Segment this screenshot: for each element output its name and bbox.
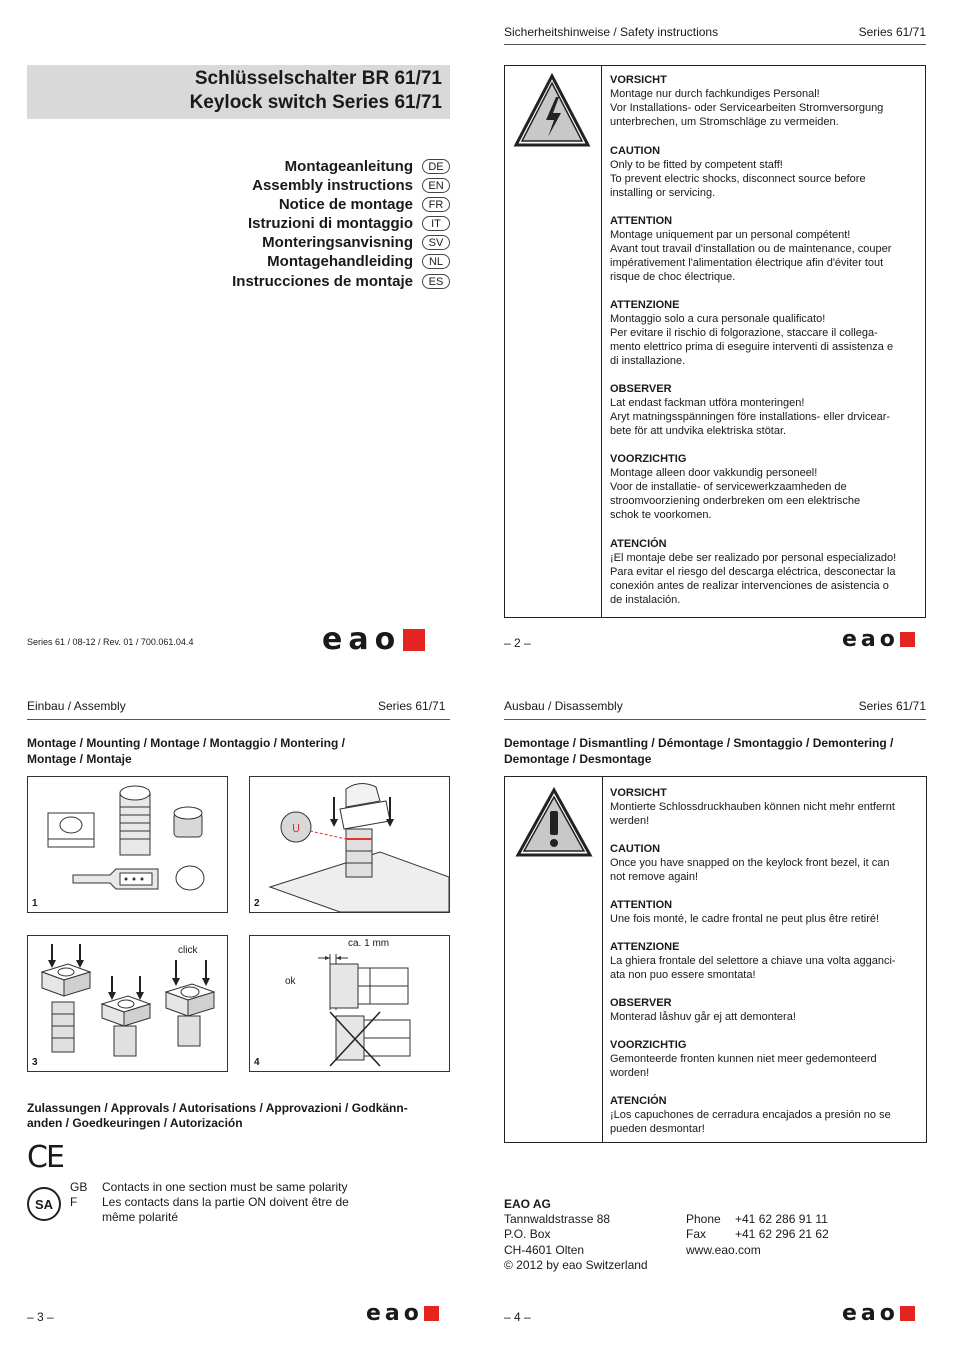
eao-logo: eao [322, 622, 425, 657]
p3-page-number: – 3 – [27, 1310, 54, 1324]
lang-badge: DE [422, 159, 450, 174]
address-line-2: P.O. Box [504, 1227, 551, 1241]
warning-text-line: ata non puo essere smontata! [610, 969, 756, 981]
lang-row-fr[interactable]: Notice de montage FR [279, 195, 450, 214]
warning-heading: CAUTION [610, 145, 661, 157]
warning-text-line: Avant tout travail d'installation ou de maintenance, couper [610, 243, 892, 255]
logo-square-icon [900, 1306, 915, 1321]
warning-text-line: de instalación. [610, 594, 681, 606]
ok-label: ok [285, 976, 296, 987]
doc-reference: Series 61 / 08-12 / Rev. 01 / 700.061.04.4 [27, 637, 194, 647]
warning-text-line: Only to be fitted by competent staff! [610, 159, 783, 171]
warning-heading: OBSERVER [610, 383, 672, 395]
address-line-1: Tannwaldstrasse 88 [504, 1212, 611, 1226]
p4-header-right: Series 61/71 [858, 699, 926, 713]
figure-number: 3 [32, 1057, 38, 1068]
warning-heading: ATTENZIONE [610, 299, 680, 311]
warning-heading: ATENCIÓN [610, 1095, 667, 1107]
p3-heading-2: Montage / Montaje [27, 752, 132, 766]
warning-block [610, 940, 896, 982]
warning-block [610, 382, 890, 438]
warning-text-line: Aryt matningsspänningen före installations- eller drvicear- [610, 411, 891, 423]
warning-text-line: pueden desmontar! [610, 1123, 705, 1135]
eao-logo: eao [366, 1301, 439, 1326]
warning-text-line: ¡Los capuchones de cerradura encajados a presión no se [610, 1109, 891, 1121]
warning-heading: VORSICHT [610, 74, 667, 86]
p3-heading-1: Montage / Mounting / Montage / Montaggio / Montering / [27, 736, 345, 750]
warning-block [610, 898, 879, 926]
p2-header-left: Sicherheitshinweise / Safety instructions [504, 25, 719, 39]
p3-header-rule [27, 719, 450, 720]
warning-text-line: Monterad låshuv går ej att demontera! [610, 1011, 796, 1023]
fax-label: Fax [686, 1227, 707, 1241]
warning-text-line: Montage uniquement par un personal compétent! [610, 229, 851, 241]
approvals-heading-2: anden / Goedkeuringen / Autorización [27, 1116, 243, 1130]
phone-number: +41 62 286 91 11 [735, 1212, 828, 1226]
logo-square-icon [424, 1306, 439, 1321]
p2-header-rule [504, 44, 926, 45]
p2-header-right: Series 61/71 [858, 25, 926, 39]
warning-heading: CAUTION [610, 843, 661, 855]
company-name: EAO AG [504, 1197, 551, 1211]
f-text-2: même polarité [102, 1210, 179, 1224]
click-label: click [178, 945, 198, 956]
csa-mark-icon: SA [27, 1187, 61, 1221]
lang-row-sv[interactable]: Monteringsanvisning SV [262, 233, 450, 252]
figure-number: 4 [254, 1057, 260, 1068]
warning-block [610, 73, 883, 129]
warning-text-line: Vor Installations- oder Servicearbeiten Stromversorgung [610, 102, 884, 114]
title-box [27, 65, 450, 119]
lang-badge: NL [422, 254, 450, 269]
warning-text-line: conexión antes de realizar intervenciones de asistencia o [610, 580, 889, 592]
warning-text-line: worden! [610, 1067, 650, 1079]
warning-text-line: La ghiera frontale del selettore a chiave una volta agganci- [610, 955, 896, 967]
warning-block [610, 452, 860, 522]
approvals-heading-1: Zulassungen / Approvals / Autorisations / Approvazioni / Godkänn- [27, 1101, 408, 1115]
electric-hazard-icon [513, 73, 591, 149]
warning-heading: VOORZICHTIG [610, 453, 687, 465]
f-text-1: Les contacts dans la partie ON doivent être de [102, 1195, 349, 1209]
lang-row-it[interactable]: Istruzioni di montaggio IT [248, 214, 450, 233]
title-en: Keylock switch Series 61/71 [189, 92, 442, 113]
warning-heading: ATTENZIONE [610, 941, 680, 953]
warning-text-line: Montierte Schlossdruckhauben können nicht mehr entfernt [610, 801, 895, 813]
p4-heading-1: Demontage / Dismantling / Démontage / Smontaggio / Demontering / [504, 736, 894, 750]
warning-text-line: Voor de installatie- of servicewerkzaamheden de [610, 481, 847, 493]
ce-mark-icon: CE [27, 1140, 63, 1175]
warning-text-line: Montage alleen door vakkundig personeel! [610, 467, 818, 479]
warning-text-line: Per evitare il rischio di folgorazione, staccare il collega- [610, 327, 878, 339]
warning-block [610, 537, 896, 607]
warning-text-line: mento elettrico prima di eseguire interventi di assistenza e [610, 341, 894, 353]
eao-logo: eao [842, 1301, 915, 1326]
p4-header-left: Ausbau / Disassembly [504, 699, 623, 713]
lang-badge: EN [422, 178, 450, 193]
p3-header-left: Einbau / Assembly [27, 699, 126, 713]
warning-text-line: Gemonteerde fronten kunnen niet meer gedemonteerd [610, 1053, 877, 1065]
warning-exclamation-icon [515, 787, 593, 859]
figure-number: 1 [32, 898, 38, 909]
warning-text-line: unterbrechen, um Stromschläge zu vermeiden. [610, 116, 839, 128]
address-line-3: CH-4601 Olten [504, 1243, 585, 1257]
p4-icon-column [505, 777, 603, 1142]
warning-block [610, 214, 891, 284]
p2-page-number: – 2 – [504, 636, 531, 650]
warning-text-line: Montaggio solo a cura personale qualificato! [610, 313, 826, 325]
copyright: © 2012 by eao Switzerland [504, 1258, 648, 1272]
lang-row-de[interactable]: Montageanleitung DE [285, 157, 450, 176]
figure-1 [27, 776, 228, 913]
dimension-label: ca. 1 mm [348, 938, 390, 949]
warning-text-line: not remove again! [610, 871, 699, 883]
figure-number: 2 [254, 898, 260, 909]
warning-text-line: ¡El montaje debe ser realizado por personal especializado! [610, 552, 897, 564]
warning-heading: ATENCIÓN [610, 538, 667, 550]
warning-text-line: schok te voorkomen. [610, 509, 712, 521]
warning-text-line: Para evitar el riesgo del descarga eléctrica, desconectar la [610, 566, 896, 578]
website-link[interactable]: www.eao.com [686, 1243, 761, 1257]
warning-text-line: di installazione. [610, 355, 686, 367]
gb-text: Contacts in one section must be same polarity [102, 1180, 348, 1194]
gb-code: GB [70, 1180, 88, 1194]
svg-text:U: U [292, 822, 301, 835]
p4-heading-2: Demontage / Desmontage [504, 752, 652, 766]
warning-heading: OBSERVER [610, 997, 672, 1009]
p2-safety-box [504, 65, 926, 618]
warning-text-line: Une fois monté, le cadre frontal ne peut plus être retiré! [610, 913, 880, 925]
lang-badge: FR [422, 197, 450, 212]
lang-badge: ES [422, 274, 450, 289]
warning-block [610, 996, 796, 1024]
logo-square-icon [900, 632, 915, 647]
title-de: Schlüsselschalter BR 61/71 [194, 68, 442, 89]
warning-heading: VOORZICHTIG [610, 1039, 687, 1051]
eao-logo: eao [842, 627, 915, 652]
warning-text-line: werden! [610, 815, 650, 827]
phone-label: Phone [686, 1212, 721, 1226]
warning-text-line: stroomvoorziening onderbreken om een elektrische [610, 495, 861, 507]
warning-text-line: impérativement l'alimentation électrique afin d'éviter tout [610, 257, 884, 269]
figure-1-drawing [28, 777, 227, 912]
p4-header-rule [504, 719, 926, 720]
figure-2-drawing [250, 777, 449, 912]
fax-number: +41 62 296 21 62 [735, 1227, 829, 1241]
lang-badge: IT [422, 216, 450, 231]
warning-block [610, 1038, 877, 1080]
lang-row-nl[interactable]: Montagehandleiding NL [267, 252, 450, 271]
lang-badge: SV [422, 235, 450, 250]
warning-heading: VORSICHT [610, 787, 667, 799]
warning-block [610, 298, 893, 368]
figure-4-drawing [250, 936, 449, 1071]
warning-block [610, 1094, 891, 1136]
warning-text-line: Montage nur durch fachkundiges Personal! [610, 88, 820, 100]
p4-warning-box [504, 776, 927, 1143]
warning-heading: ATTENTION [610, 215, 673, 227]
lang-row-es[interactable]: Instrucciones de montaje ES [232, 272, 450, 291]
warning-text-line: To prevent electric shocks, disconnect source before [610, 173, 866, 185]
warning-block [610, 144, 866, 200]
lang-row-en[interactable]: Assembly instructions EN [252, 176, 450, 195]
figure-3 [27, 935, 228, 1072]
warning-text-line: Lat endast fackman utföra monteringen! [610, 397, 805, 409]
p2-icon-column [505, 66, 602, 617]
warning-text-line: installing or servicing. [610, 187, 716, 199]
warning-text-line: Once you have snapped on the keylock front bezel, it can [610, 857, 890, 869]
warning-text-line: risque de choc électrique. [610, 271, 736, 283]
p3-header-right: Series 61/71 [378, 699, 446, 713]
figure-2 [249, 776, 450, 913]
warning-text-line: bete för att undvika elektriska stötar. [610, 425, 787, 437]
warning-block [610, 786, 895, 828]
warning-heading: ATTENTION [610, 899, 673, 911]
figure-4 [249, 935, 450, 1072]
f-code: F [70, 1195, 78, 1209]
p4-page-number: – 4 – [504, 1310, 531, 1324]
warning-block [610, 842, 889, 884]
logo-square-icon [403, 629, 425, 651]
figure-3-drawing [28, 936, 227, 1071]
